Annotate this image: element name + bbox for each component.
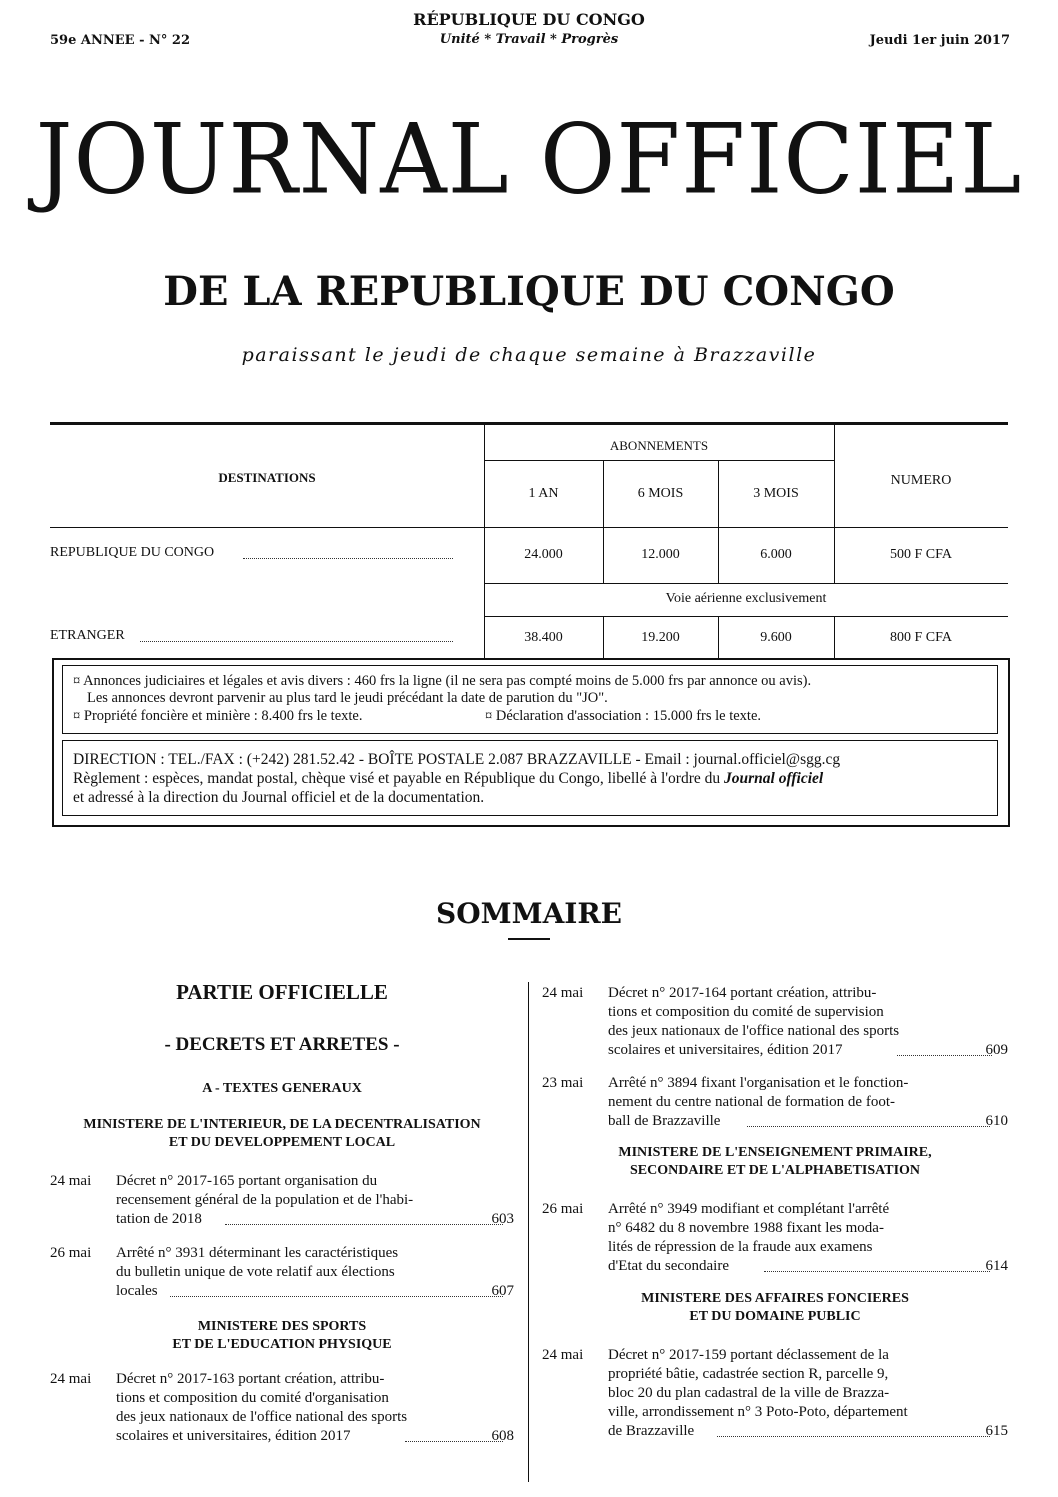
toc-entry-615[interactable]: 24 mai Décret n° 2017-159 portant déclassement de la propriété bâtie, cadastrée section R, parcelle 9, bloc 20 du plan cadastral de la ville de Brazza- ville, arrondissement n° 3 Poto-Poto, département de Brazzaville 615 [542,1347,1008,1439]
ministere-enseignement: MINISTERE DE L'ENSEIGNEMENT PRIMAIRE, SECONDAIRE ET DE L'ALPHABETISATION [618,1145,932,1178]
row-congo-3mois: 6.000 [760,547,792,562]
direction-adresse: et adressé à la direction du Journal officiel et de la documentation. [73,789,485,806]
row-congo-label: REPUBLIQUE DU CONGO [50,545,215,560]
col-numero: NUMERO [890,473,952,488]
row-etranger-label: ETRANGER [50,628,125,643]
row-etranger-1an: 38.400 [524,630,563,645]
voie-aerienne: Voie aérienne exclusivement [665,591,827,606]
country-name: RÉPUBLIQUE DU CONGO [413,10,645,29]
col-3-mois: 3 MOIS [753,486,799,501]
notice-propriete: ¤ Propriété foncière et minière : 8.400 frs le texte. [73,708,363,724]
journal-subtitle: DE LA REPUBLIQUE DU CONGO [163,268,895,315]
row-congo-1an: 24.000 [524,547,563,562]
partie-officielle: PARTIE OFFICIELLE [176,980,388,1004]
direction-reglement: Règlement : espèces, mandat postal, chèque visé et payable en République du Congo, libellé à l'ordre du Journal officiel [73,770,824,787]
ministere-foncieres: MINISTERE DES AFFAIRES FONCIERES ET DU DOMAINE PUBLIC [641,1291,909,1324]
row-etranger-3mois: 9.600 [760,630,792,645]
toc-entry-608[interactable]: 24 mai Décret n° 2017-163 portant création, attribu- tions et composition du comité d'organisation des jeux nationaux de l'office national des sports scolaires et universitaires, édition 2017 608 [50,1371,514,1444]
tagline: paraissant le jeudi de chaque semaine à Brazzaville [241,344,817,366]
notice-association: ¤ Déclaration d'association : 15.000 frs le texte. [485,708,762,724]
sommaire-title: SOMMAIRE [435,897,623,930]
textes-generaux: A - TEXTES GENERAUX [202,1081,362,1096]
direction-contact: DIRECTION : TEL./FAX : (+242) 281.52.42 - BOÎTE POSTALE 2.087 BRAZZAVILLE - Email : journal.officiel@sgg.cg [73,751,841,768]
issue-number: 59e ANNEE - N° 22 [50,33,191,48]
row-congo-numero: 500 F CFA [890,547,952,562]
ministere-interieur: MINISTERE DE L'INTERIEUR, DE LA DECENTRALISATION ET DU DEVELOPPEMENT LOCAL [83,1117,481,1150]
col-6-mois: 6 MOIS [637,486,684,501]
journal-title: JOURNAL OFFICIEL [35,103,1023,216]
col-1-an: 1 AN [528,486,559,501]
toc-entry-614[interactable]: 26 mai Arrêté n° 3949 modifiant et complétant l'arrêté n° 6482 du 8 novembre 1988 fixant les moda- lités de répression de la fraude aux examens d'Etat du secondaire 614 [542,1201,1008,1274]
col-abonnements: ABONNEMENTS [609,438,709,453]
row-etranger-6mois: 19.200 [641,630,680,645]
motto: Unité * Travail * Progrès [439,32,619,47]
issue-date: Jeudi 1er juin 2017 [869,33,1010,48]
toc-entry-609[interactable]: 24 mai Décret n° 2017-164 portant création, attribu- tions et composition du comité de supervision des jeux nationaux de l'office national des sports scolaires et universitaires, édition 2017 609 [542,985,1008,1058]
toc-entry-603[interactable]: 24 mai Décret n° 2017-165 portant organisation du recensement général de la population et de l'habi- tation de 2018 603 [50,1173,514,1227]
notices-box [62,665,998,734]
row-etranger-numero: 800 F CFA [890,630,952,645]
notice-annonces: ¤ Annonces judiciaires et légales et avis divers : 460 frs la ligne (il ne sera pas compté moins de 5.000 frs par annonce ou avis). [73,673,812,689]
toc-entry-607[interactable]: 26 mai Arrêté n° 3931 déterminant les caractéristiques du bulletin unique de vote relatif aux élections locales 607 [50,1245,514,1299]
row-congo-6mois: 12.000 [641,547,680,562]
direction-box [62,740,998,816]
notice-delai: Les annonces devront parvenir au plus tard le jeudi précédant la date de parution du "JO". [87,690,608,706]
decrets-arretes: - DECRETS ET ARRETES - [164,1034,400,1055]
ministere-sports: MINISTERE DES SPORTS ET DE L'EDUCATION PHYSIQUE [172,1319,392,1352]
column-divider [528,982,529,1482]
toc-entry-610[interactable]: 23 mai Arrêté n° 3894 fixant l'organisation et le fonction- nement du centre national de formation de foot- ball de Brazzaville 610 [542,1075,1008,1129]
col-destinations: DESTINATIONS [218,470,316,485]
